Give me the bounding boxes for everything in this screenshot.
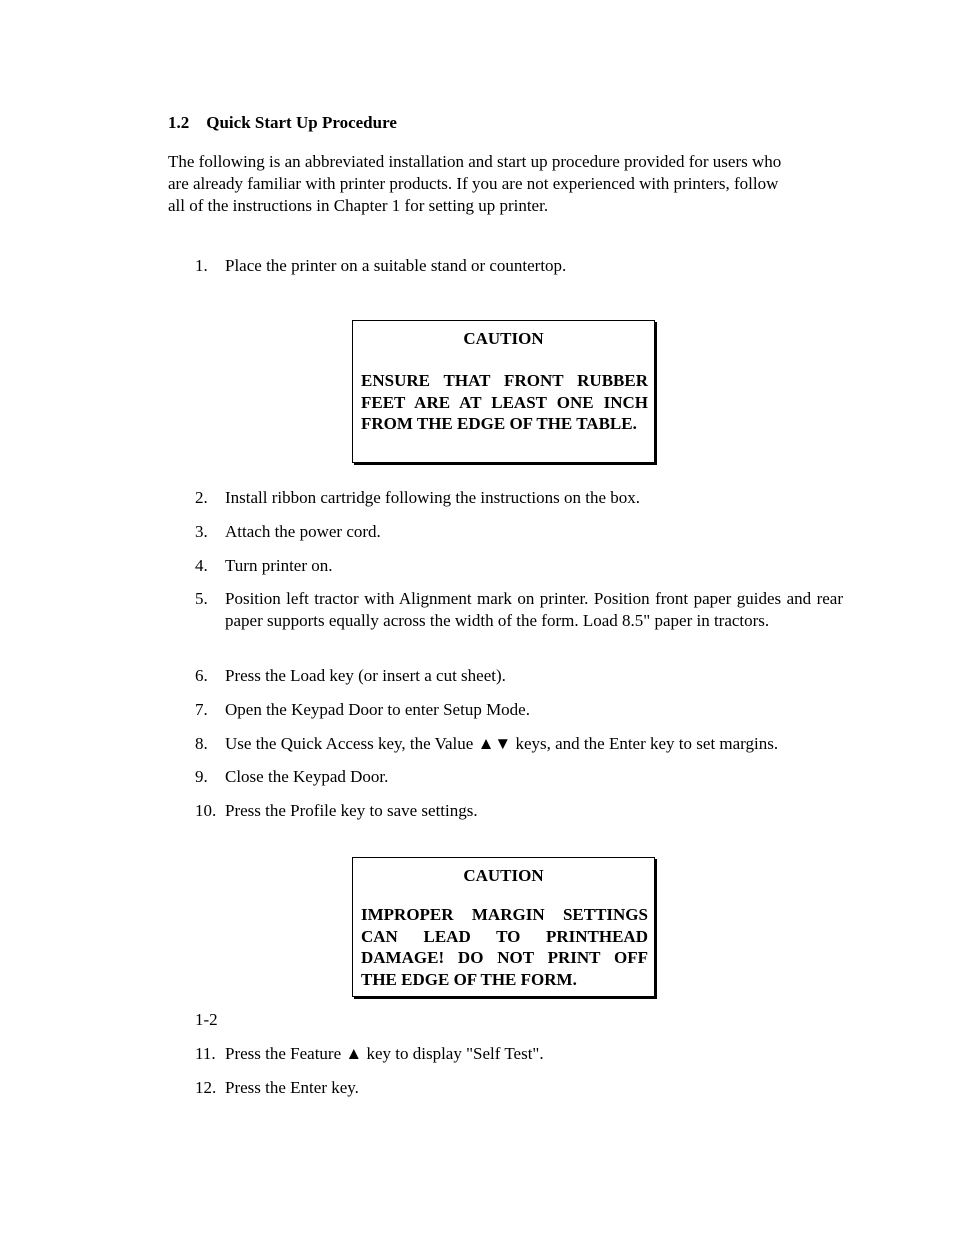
step-text: Press the Enter key. xyxy=(225,1078,359,1097)
section-title: Quick Start Up Procedure xyxy=(206,113,397,132)
step-number: 1. xyxy=(195,256,208,275)
intro-line: The following is an abbreviated installation and start up procedure provided for users who xyxy=(168,152,782,171)
step-text: Turn printer on. xyxy=(225,556,333,575)
step-number: 7. xyxy=(195,700,208,719)
section-heading xyxy=(168,112,397,134)
caution-text: ENSURE THAT FRONT RUBBER FEET ARE AT LEAST ONE INCH FROM THE EDGE OF THE TABLE. xyxy=(361,371,648,433)
step-text: Install ribbon cartridge following the instructions on the box. xyxy=(225,488,641,507)
step-number: 4. xyxy=(195,556,208,575)
intro-line: are already familiar with printer products. If you are not experienced with printers, follow xyxy=(168,174,779,193)
caution-box xyxy=(352,320,655,463)
step-number: 8. xyxy=(195,734,208,753)
step-number: 2. xyxy=(195,488,208,507)
page-number: 1-2 xyxy=(195,1010,218,1029)
step-text: Close the Keypad Door. xyxy=(225,767,389,786)
caution-box xyxy=(352,857,655,997)
step-number: 6. xyxy=(195,666,208,685)
step-text: Open the Keypad Door to enter Setup Mode. xyxy=(225,700,530,719)
step-number: 9. xyxy=(195,767,208,786)
caution-text: IMPROPER MARGIN SETTINGS CAN LEAD TO PRINTHEAD DAMAGE! DO NOT PRINT OFF THE EDGE OF THE FORM. xyxy=(361,905,648,989)
step-text: Press the Load key (or insert a cut sheet). xyxy=(225,666,506,685)
step-number: 11. xyxy=(195,1044,216,1063)
step-text: Press the Profile key to save settings. xyxy=(225,801,478,820)
step-text: Press the Feature ▲ key to display "Self Test". xyxy=(225,1044,544,1063)
step-number: 5. xyxy=(195,589,208,608)
step-number: 12. xyxy=(195,1078,217,1097)
intro-line: all of the instructions in Chapter 1 for setting up printer. xyxy=(168,196,549,215)
step-text: Use the Quick Access key, the Value ▲▼ keys, and the Enter key to set margins. xyxy=(225,734,779,753)
section-number: 1.2 xyxy=(168,113,190,132)
step-number: 3. xyxy=(195,522,208,541)
step-text: Attach the power cord. xyxy=(225,522,381,541)
step-text: Position left tractor with Alignment mark on printer. Position front paper guides and rear paper supports equally across the width of the form. Load 8.5" paper in tractors. xyxy=(225,589,843,630)
intro-paragraph xyxy=(168,151,844,217)
step-number: 10. xyxy=(195,801,217,820)
caution-title: CAUTION xyxy=(463,866,544,885)
step-text: Place the printer on a suitable stand or countertop. xyxy=(225,256,567,275)
caution-title: CAUTION xyxy=(463,329,544,348)
